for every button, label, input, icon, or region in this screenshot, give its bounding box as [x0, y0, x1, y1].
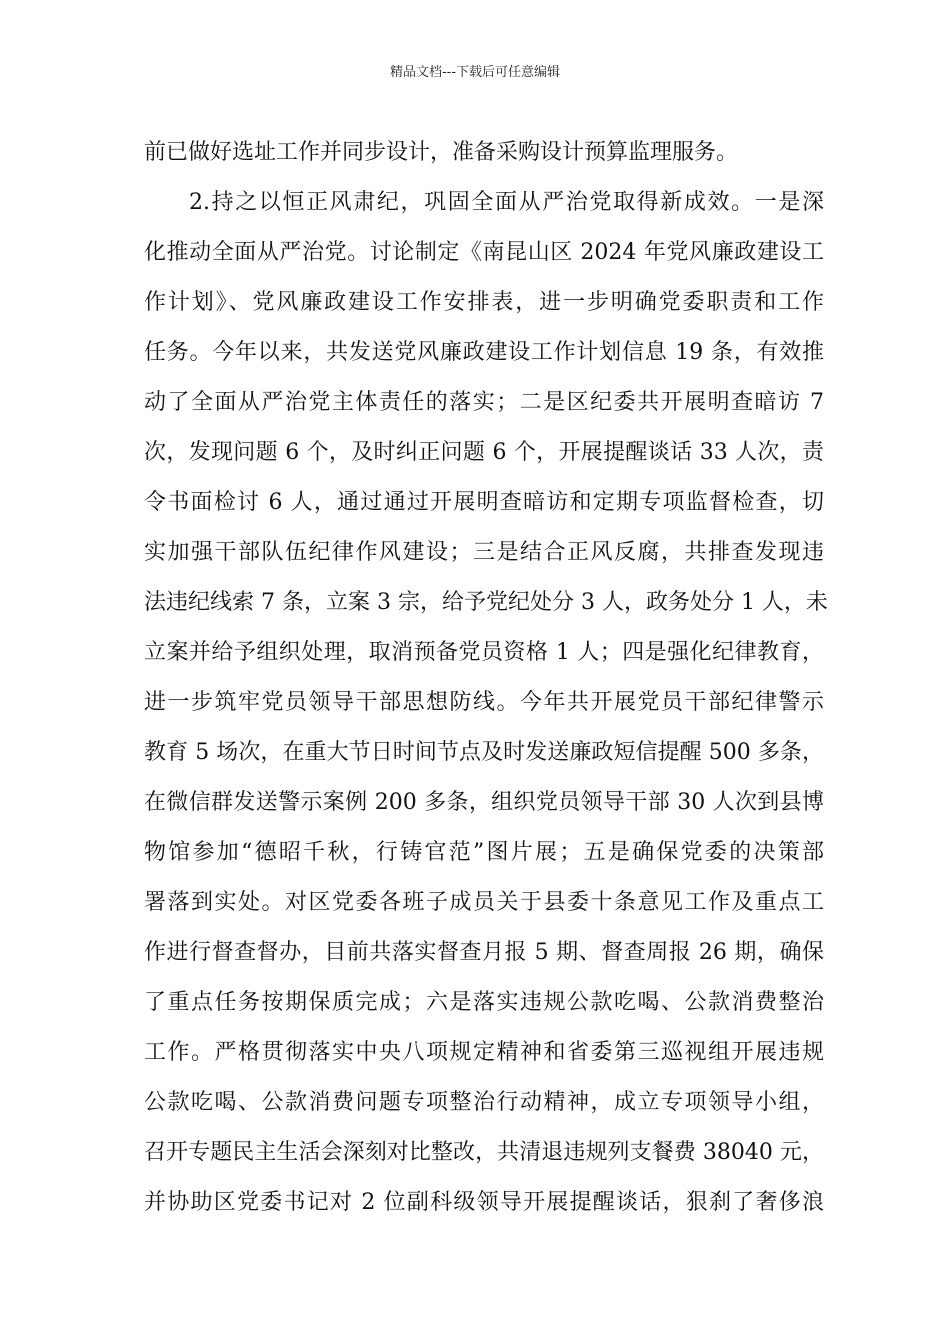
text-line: 在微信群发送警示案例 200 多条，组织党员领导干部 30 人次到县博: [144, 790, 824, 815]
text-line: 令书面检讨 6 人，通过通过开展明查暗访和定期专项监督检查，切: [144, 490, 824, 515]
text-line: 并协助区党委书记对 2 位副科级领导开展提醒谈话，狠刹了奢侈浪: [144, 1190, 824, 1215]
text-line: 公款吃喝、公款消费问题专项整治行动精神，成立专项领导小组，: [144, 1090, 824, 1115]
text-line: 实加强干部队伍纪律作风建设；三是结合正风反腐，共排查发现违: [144, 540, 824, 565]
text-line: 动了全面从严治党主体责任的落实；二是区纪委共开展明查暗访 7: [144, 390, 824, 415]
text-line: 次，发现问题 6 个，及时纠正问题 6 个，开展提醒谈话 33 人次，责: [144, 440, 824, 465]
text-line: 工作。严格贯彻落实中央八项规定精神和省委第三巡视组开展违规: [144, 1040, 824, 1065]
text-line: 前已做好选址工作并同步设计，准备采购设计预算监理服务。: [144, 140, 739, 165]
text-line: 作计划》、党风廉政建设工作安排表，进一步明确党委职责和工作: [144, 290, 824, 315]
text-line: 化推动全面从严治党。讨论制定《南昆山区 2024 年党风廉政建设工: [144, 240, 824, 265]
text-line: 署落到实处。对区党委各班子成员关于县委十条意见工作及重点工: [144, 890, 824, 915]
text-line: 物馆参加“德昭千秋，行铸官范”图片展；五是确保党委的决策部: [144, 840, 824, 865]
text-line: 召开专题民主生活会深刻对比整改，共清退违规列支餐费 38040 元，: [144, 1140, 824, 1165]
text-line: 立案并给予组织处理，取消预备党员资格 1 人；四是强化纪律教育，: [144, 640, 824, 665]
text-line: 进一步筑牢党员领导干部思想防线。今年共开展党员干部纪律警示: [144, 690, 824, 715]
text-line: 任务。今年以来，共发送党风廉政建设工作计划信息 19 条，有效推: [144, 340, 824, 365]
text-line: 法违纪线索 7 条，立案 3 宗，给予党纪处分 3 人，政务处分 1 人，未: [144, 590, 828, 615]
text-line: 教育 5 场次，在重大节日时间节点及时发送廉政短信提醒 500 多条，: [144, 740, 824, 765]
text-line: 了重点任务按期保质完成；六是落实违规公款吃喝、公款消费整治: [144, 990, 824, 1015]
page-header: 精品文档---下载后可任意编辑: [389, 65, 561, 80]
text-line: 作进行督查督办，目前共落实督查月报 5 期、督查周报 26 期，确保: [144, 940, 824, 965]
text-line: 2.持之以恒正风肃纪，巩固全面从严治党取得新成效。一是深: [189, 190, 824, 215]
